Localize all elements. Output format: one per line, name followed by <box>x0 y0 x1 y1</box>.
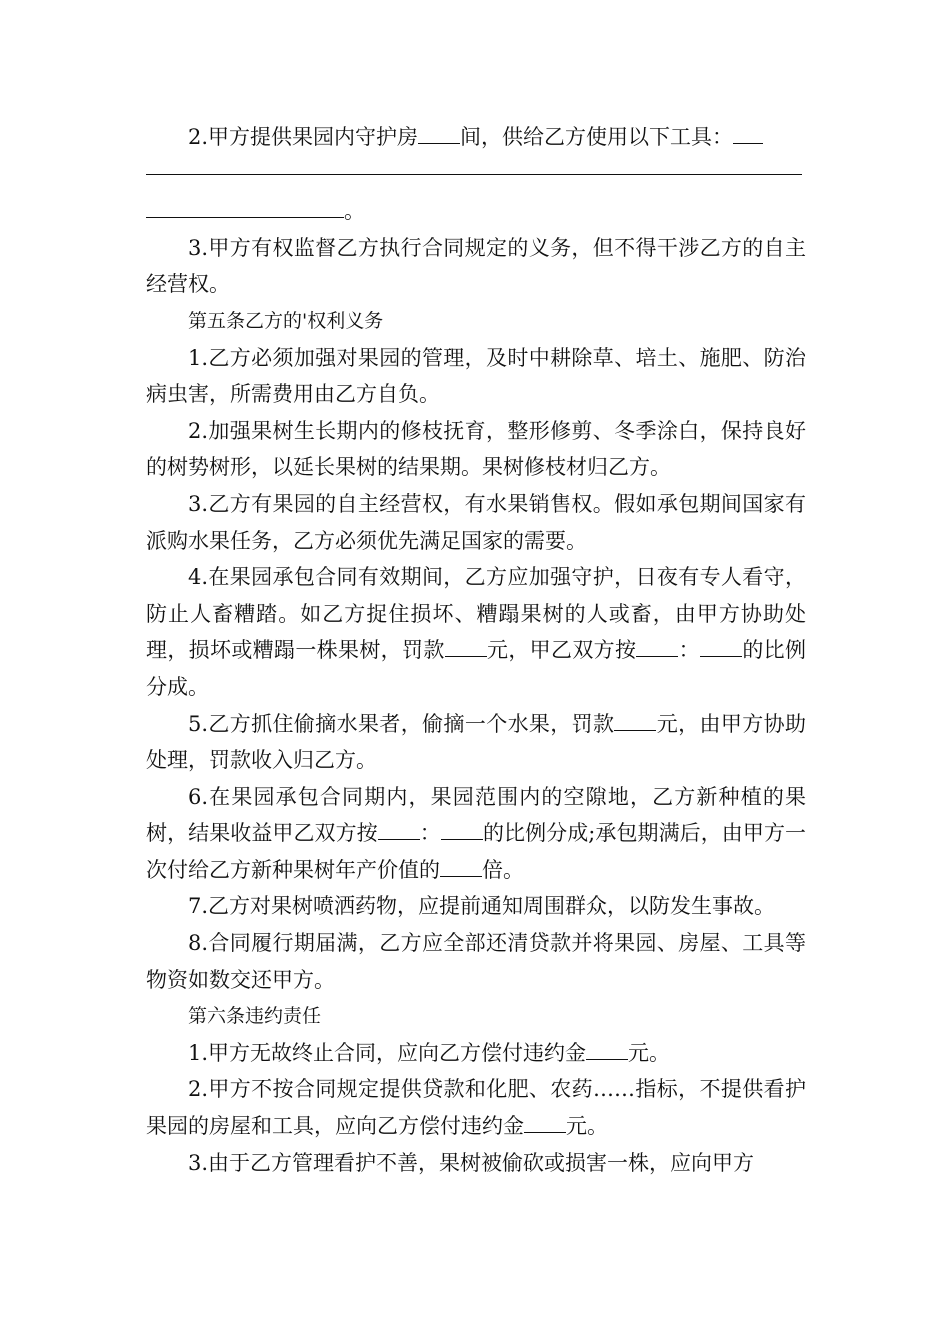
clause-text: 5.乙方抓住偷摘水果者，偷摘一个水果，罚款 <box>188 711 615 736</box>
article-6-heading: 第六条违约责任 <box>188 1005 322 1028</box>
fill-blank <box>733 122 763 144</box>
document-body <box>146 119 806 1181</box>
clause-6-item-2 <box>146 1071 806 1144</box>
fill-blank <box>440 855 482 877</box>
clause-5-item-6 <box>146 779 806 889</box>
clause-text: 倍。 <box>482 857 524 882</box>
fill-blank <box>636 635 678 657</box>
clause-5-item-4 <box>146 559 806 705</box>
clause-5-item-2: 2.加强果树生长期内的修枝抚育，整形修剪、冬季涂白，保持良好的树势树形，以延长果树的结果期。果树修枝材归乙方。 <box>146 418 806 480</box>
clause-text: ： <box>678 638 701 663</box>
fill-blank <box>418 122 460 144</box>
fill-blank <box>700 635 742 657</box>
clause-text: 6.在果园承包合同期内，果园范围内的空隙地，乙方新种植的果树，结果收益甲乙双方按 <box>146 784 806 846</box>
clause-4-item-2 <box>146 119 806 156</box>
clause-5-item-3: 3.乙方有果园的自主经营权，有水果销售权。假如承包期间国家有派购水果任务，乙方必须优先满足国家的需要。 <box>146 491 806 553</box>
clause-text: 元。 <box>566 1114 608 1139</box>
clause-5-item-7: 7.乙方对果树喷洒药物，应提前通知周围群众，以防发生事故。 <box>188 894 776 919</box>
clause-5-item-8: 8.合同履行期届满，乙方应全部还清贷款并将果园、房屋、工具等物资如数交还甲方。 <box>146 931 806 992</box>
fill-blank <box>614 709 656 731</box>
clause-text: 元。 <box>628 1040 671 1065</box>
clause-6-item-1 <box>146 1035 806 1072</box>
clause-text: 元，甲乙双方按 <box>486 638 637 663</box>
clause-text: 1.甲方无故终止合同，应向乙方偿付违约金 <box>188 1040 587 1065</box>
clause-4-item-2-tail <box>146 193 806 230</box>
clause-text: 的比例分成。 <box>146 638 807 699</box>
clause-text: 2.甲方提供果园内守护房 <box>188 125 419 149</box>
fill-blank <box>441 818 483 840</box>
clause-text: ： <box>419 821 441 846</box>
fill-blank-line <box>146 156 802 175</box>
clause-text: 4.在果园承包合同有效期间，乙方应加强守护，日夜有专人看守，防止人畜糟踏。如乙方捉住损坏、糟蹋果树的人或畜，由甲方协助处理，损坏或糟蹋一株果树，罚款 <box>146 565 806 663</box>
clause-4-item-3: 3.甲方有权监督乙方执行合同规定的义务，但不得干涉乙方的自主经营权。 <box>146 235 806 297</box>
fill-blank <box>445 635 487 657</box>
fill-blank <box>378 818 420 840</box>
fill-blank <box>146 196 344 218</box>
clause-text: 的比例分成;承包期满后，由甲方一次付给乙方新种果树年产价值的 <box>146 821 807 882</box>
fill-blank <box>524 1111 566 1133</box>
clause-6-item-3: 3.由于乙方管理看护不善，果树被偷砍或损害一株，应向甲方 <box>188 1150 755 1175</box>
clause-5-item-1: 1.乙方必须加强对果园的管理，及时中耕除草、培土、施肥、防治病虫害，所需费用由乙方自负。 <box>146 345 806 407</box>
article-5-heading: 第五条乙方的'权利义务 <box>188 309 384 332</box>
clause-text: 间，供给乙方使用以下工具： <box>460 125 734 149</box>
clause-text: 2.甲方不按合同规定提供贷款和化肥、农药……指标，不提供看护果园的房屋和工具，应向乙方偿付违约金 <box>146 1077 806 1139</box>
clause-5-item-5 <box>146 706 806 779</box>
fill-blank <box>586 1038 628 1060</box>
clause-text: 元，由甲方协助处理，罚款收入归乙方。 <box>146 711 807 773</box>
clause-text: 。 <box>344 199 365 224</box>
